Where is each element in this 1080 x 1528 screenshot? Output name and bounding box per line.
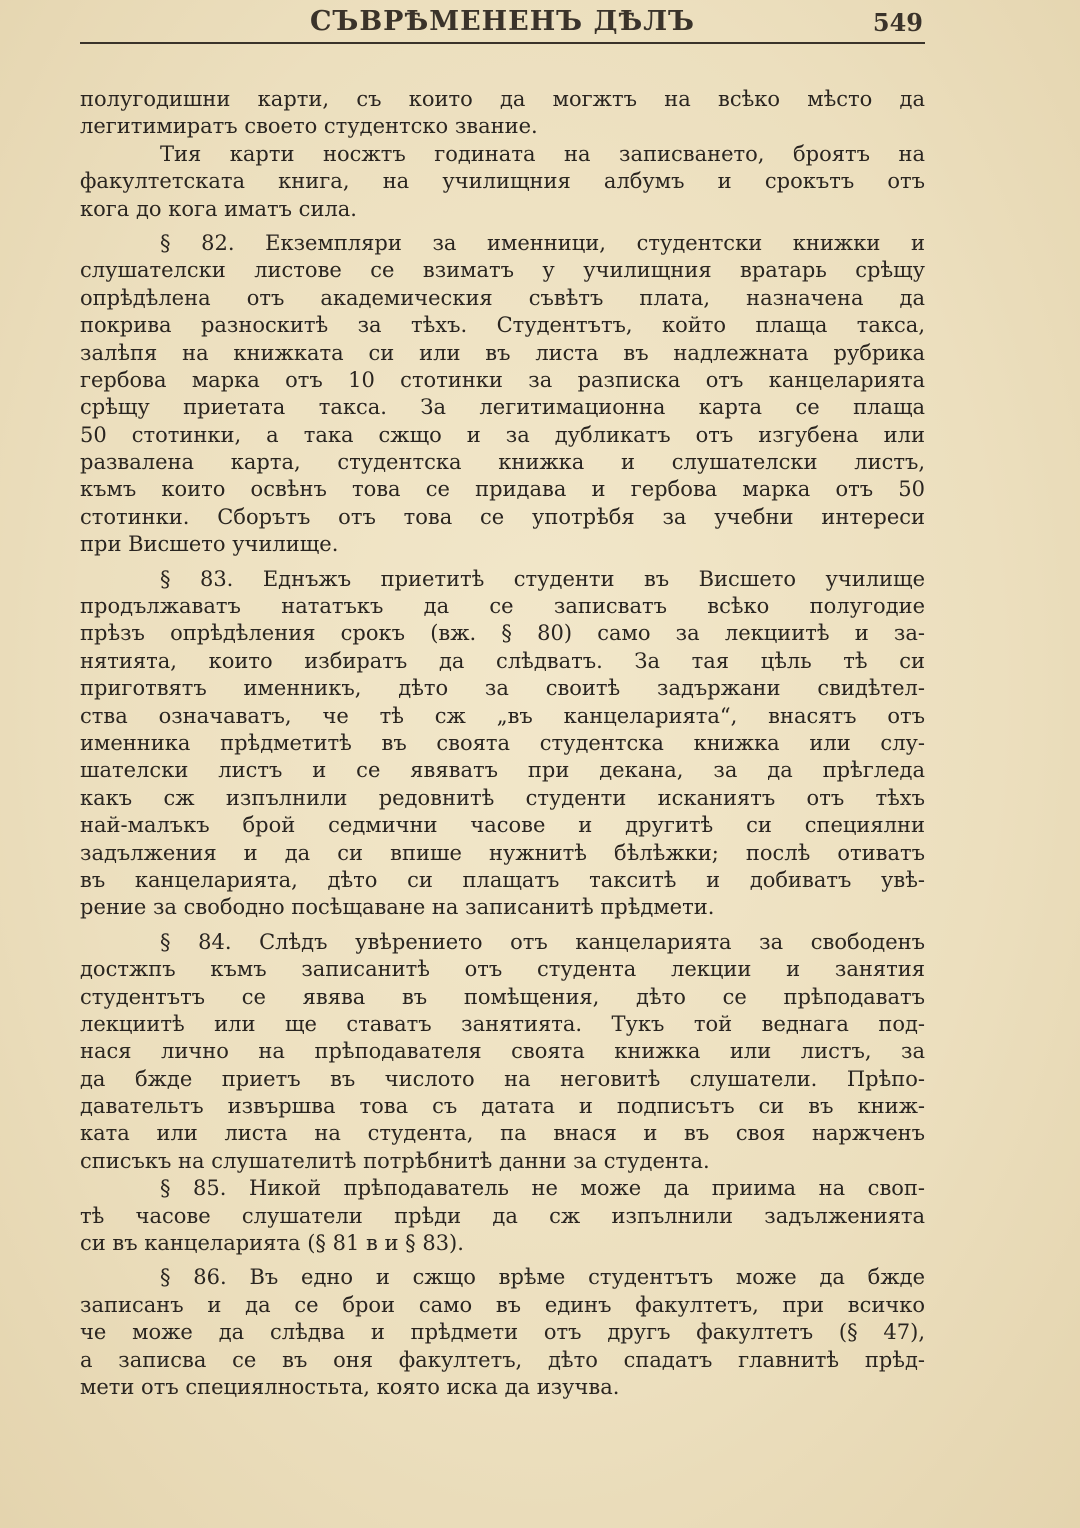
text-line: § 84. Слѣдъ увѣрението отъ канцеларията за свободенъ <box>160 929 925 954</box>
text-line: си въ канцеларията (§ 81 в и § 83). <box>80 1231 464 1256</box>
text-line: покрива разноскитѣ за тѣхъ. Студентътъ, който плаща такса, <box>80 313 925 338</box>
text-line: при Висшето училище. <box>80 532 339 557</box>
text-line: въ канцеларията, дѣто си плащатъ такситѣ и добиватъ увѣ- <box>80 867 925 892</box>
running-title: СЪВРѢМЕНЕНЪ ДѢЛЪ <box>310 6 695 37</box>
text-line: § 83. Еднъжъ приетитѣ студенти въ Висшето училище <box>160 566 925 591</box>
text-line: стотинки. Сборътъ отъ това се употрѣбя за учебни интереси <box>80 504 925 529</box>
text-line: факултетската книга, на училищния албумъ и срокътъ отъ <box>80 169 925 194</box>
text-line: рение за свободно посѣщаване на записанитѣ прѣдмети. <box>80 895 715 920</box>
text-line: задължения и да си впише нужнитѣ бѣлѣжки; послѣ отиватъ <box>80 840 925 865</box>
text-line: именника прѣдметитѣ въ своята студентска книжка или слу- <box>80 730 925 755</box>
text-line: тѣ часове слушатели прѣди да сж изпълнили задълженията <box>80 1203 925 1228</box>
text-line: приготвятъ именникъ, дѣто за своитѣ задържани свидѣтел- <box>80 676 925 701</box>
text-line: нася лично на прѣподавателя своята книжка или листъ, за <box>80 1039 925 1064</box>
text-line: списъкъ на слушателитѣ потрѣбнитѣ данни за студента. <box>80 1148 710 1173</box>
text-line: срѣщу приетата такса. За легитимационна карта се плаща <box>80 395 925 420</box>
text-line: гербова марка отъ 10 стотинки за разписка отъ канцеларията <box>80 367 925 392</box>
text-line: 50 стотинки, а така сжщо и за дубликатъ отъ изгубена или <box>80 422 925 447</box>
text-line: студентътъ се явява въ помѣщения, дѣто се прѣподаватъ <box>80 984 925 1009</box>
text-line: къмъ които освѣнъ това се придава и гербова марка отъ 50 <box>80 477 925 502</box>
text-line: залѣпя на книжката си или въ листа въ надлежната рубрика <box>80 340 925 365</box>
text-line: кога до кога иматъ сила. <box>80 196 357 221</box>
text-line: продължаватъ нататъкъ да се записватъ всѣко полугодие <box>80 594 925 619</box>
text-line: легитимиратъ своето студентско звание. <box>80 114 538 139</box>
text-line: а записва се въ оня факултетъ, дѣто спадатъ главнитѣ прѣд- <box>80 1347 925 1372</box>
text-line: § 86. Въ едно и сжщо врѣме студентътъ може да бжде <box>160 1265 925 1290</box>
text-line: ката или листа на студента, па внася и въ своя наржченъ <box>80 1121 925 1146</box>
running-head <box>80 4 925 44</box>
text-line: давательтъ извършва това съ датата и подписътъ си въ книж- <box>80 1094 925 1119</box>
text-line: § 82. Екземпляри за именници, студентски книжки и <box>160 230 925 255</box>
text-line: опрѣдѣлена отъ академическия съвѣтъ плата, назначена да <box>80 285 925 310</box>
text-line: достжпъ къмъ записанитѣ отъ студента лекции и занятия <box>80 957 925 982</box>
body-text <box>80 86 925 1401</box>
text-line: прѣзъ опрѣдѣления срокъ (вж. § 80) само за лекциитѣ и за- <box>80 621 925 646</box>
text-line: записанъ и да се брои само въ единъ факултетъ, при всичко <box>80 1292 925 1317</box>
text-line: лекциитѣ или ще ставатъ занятията. Тукъ той веднага под- <box>80 1011 925 1036</box>
text-line: полугодишни карти, съ които да могжтъ на всѣко мѣсто да <box>80 87 925 111</box>
text-line: шателски листъ и се явяватъ при декана, за да прѣгледа <box>80 758 925 783</box>
text-line: че може да слѣдва и прѣдмети отъ другъ факултетъ (§ 47), <box>80 1320 925 1345</box>
text-line: Тия карти носжтъ годината на записването, броятъ на <box>160 141 925 166</box>
text-line: мети отъ специялностьта, която иска да изучва. <box>80 1374 620 1399</box>
text-line: ства означаватъ, че тѣ сж „въ канцеларията“, внасятъ отъ <box>80 703 925 728</box>
text-line: да бжде приетъ въ числото на неговитѣ слушатели. Прѣпо- <box>80 1066 925 1091</box>
text-line: нятията, които избиратъ да слѣдватъ. За тая цѣль тѣ си <box>80 648 925 673</box>
text-line: § 85. Никой прѣподаватель не може да приима на своп- <box>160 1176 925 1201</box>
text-line: какъ сж изпълнили редовнитѣ студенти исканиятъ отъ тѣхъ <box>80 785 925 810</box>
text-line: развалена карта, студентска книжка и слушателски листъ, <box>80 450 925 475</box>
text-line: слушателски листове се взиматъ у училищния вратарь срѣщу <box>80 258 925 283</box>
text-line: най-малъкъ брой седмични часове и другитѣ си специялни <box>80 813 925 838</box>
page-number: 549 <box>872 8 923 37</box>
